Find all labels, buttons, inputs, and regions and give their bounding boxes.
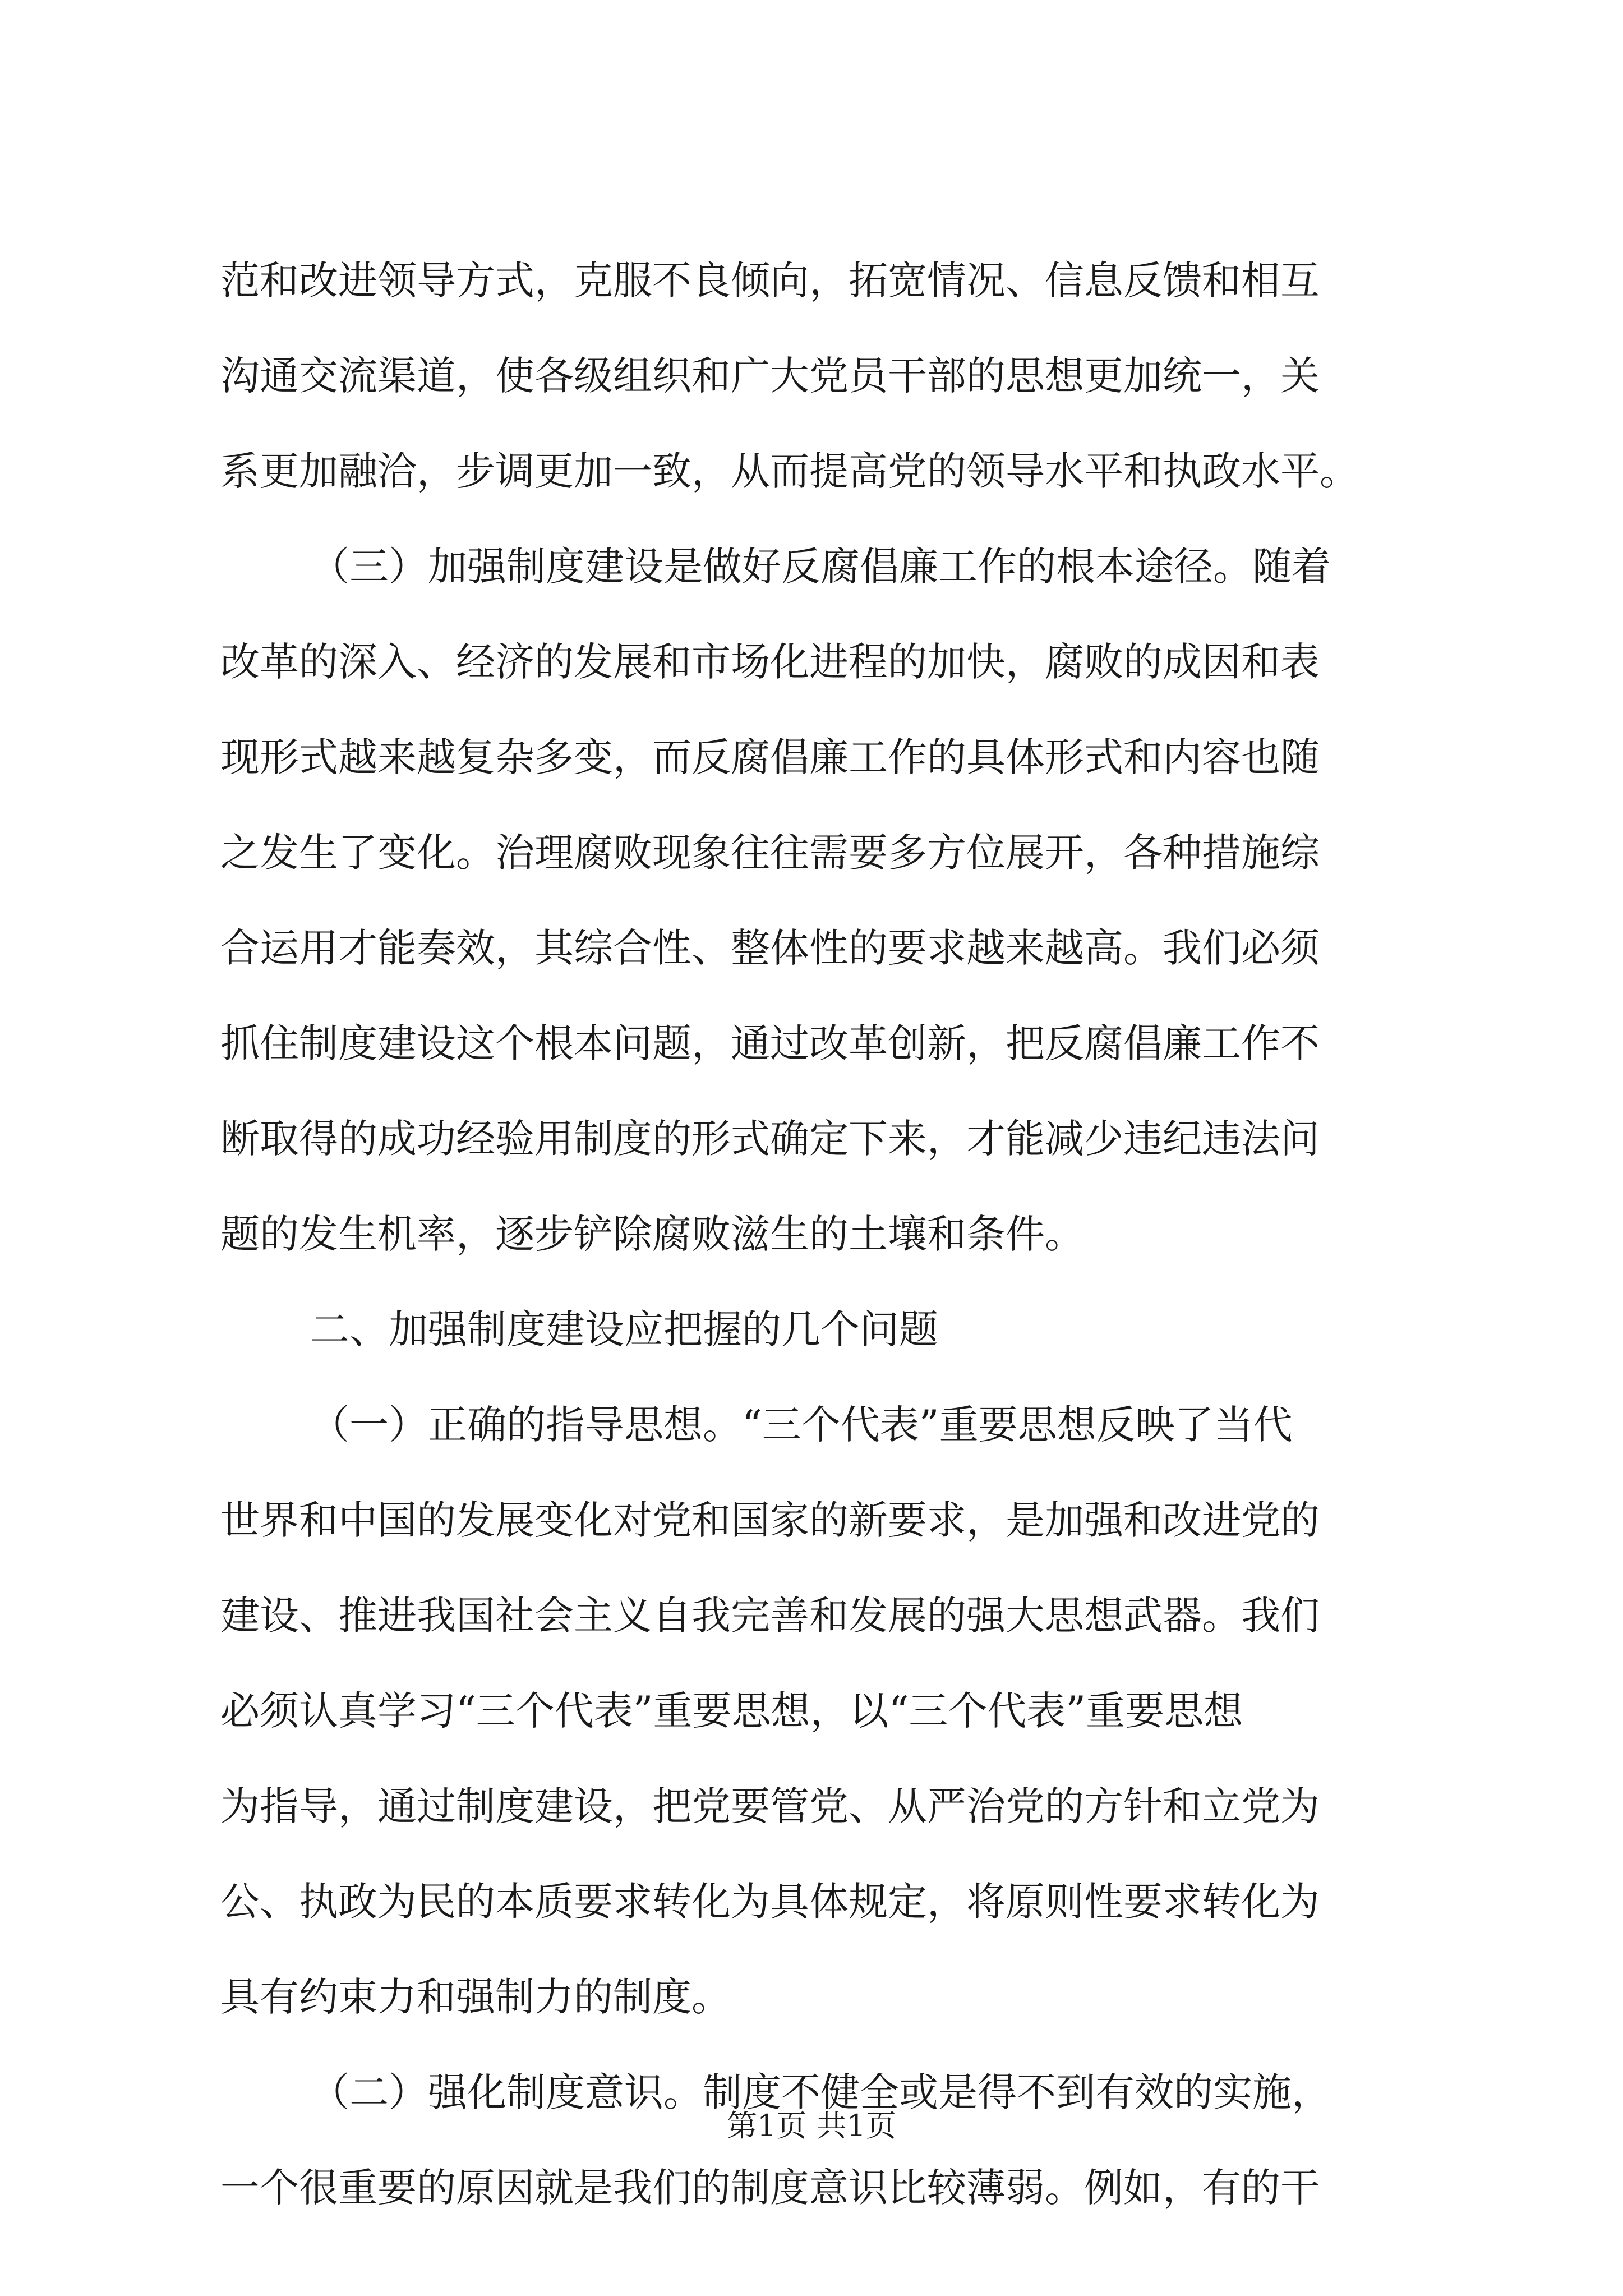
text-line: 合运用才能奏效，其综合性、整体性的要求越来越高。我们必须 (220, 925, 1320, 971)
paragraph-start-line: （三）加强制度建设是做好反腐倡廉工作的根本途径。随着 (310, 544, 1331, 590)
text-line: 之发生了变化。治理腐败现象往往需要多方位展开，各种措施综 (220, 830, 1320, 876)
text-line: 系更加融洽，步调更加一致，从而提高党的领导水平和执政水平。 (220, 448, 1359, 494)
text-line: 一个很重要的原因就是我们的制度意识比较薄弱。例如，有的干 (220, 2165, 1320, 2211)
text-line: 具有约束力和强制力的制度。 (220, 1974, 731, 2020)
text-line: 建设、推进我国社会主义自我完善和发展的强大思想武器。我们 (220, 1593, 1320, 1639)
paragraph-start-line: （二）强化制度意识。制度不健全或是得不到有效的实施， (310, 2069, 1331, 2115)
text-line: 必须认真学习“三个代表”重要思想，以“三个代表”重要思想 (220, 1688, 1243, 1734)
section-heading: 二、加强制度建设应把握的几个问题 (310, 1306, 938, 1352)
text-line: 抓住制度建设这个根本问题，通过改革创新，把反腐倡廉工作不 (220, 1020, 1320, 1066)
text-line: 改革的深入、经济的发展和市场化进程的加快，腐败的成因和表 (220, 639, 1320, 685)
text-line: 范和改进领导方式，克服不良倾向，拓宽情况、信息反馈和相互 (220, 257, 1320, 303)
text-line: 现形式越来越复杂多变，而反腐倡廉工作的具体形式和内容也随 (220, 734, 1320, 780)
page-footer: 第1页 共1页 (727, 2108, 896, 2143)
text-line: 公、执政为民的本质要求转化为具体规定，将原则性要求转化为 (220, 1879, 1320, 1925)
text-line: 断取得的成功经验用制度的形式确定下来，才能减少违纪违法问 (220, 1116, 1320, 1162)
paragraph-start-line: （一）正确的指导思想。“三个代表”重要思想反映了当代 (310, 1402, 1293, 1448)
text-line: 题的发生机率，逐步铲除腐败滋生的土壤和条件。 (220, 1211, 1084, 1257)
text-line: 世界和中国的发展变化对党和国家的新要求，是加强和改进党的 (220, 1497, 1320, 1543)
text-line: 为指导，通过制度建设，把党要管党、从严治党的方针和立党为 (220, 1783, 1320, 1829)
text-line: 沟通交流渠道，使各级组织和广大党员干部的思想更加统一，关 (220, 353, 1320, 399)
